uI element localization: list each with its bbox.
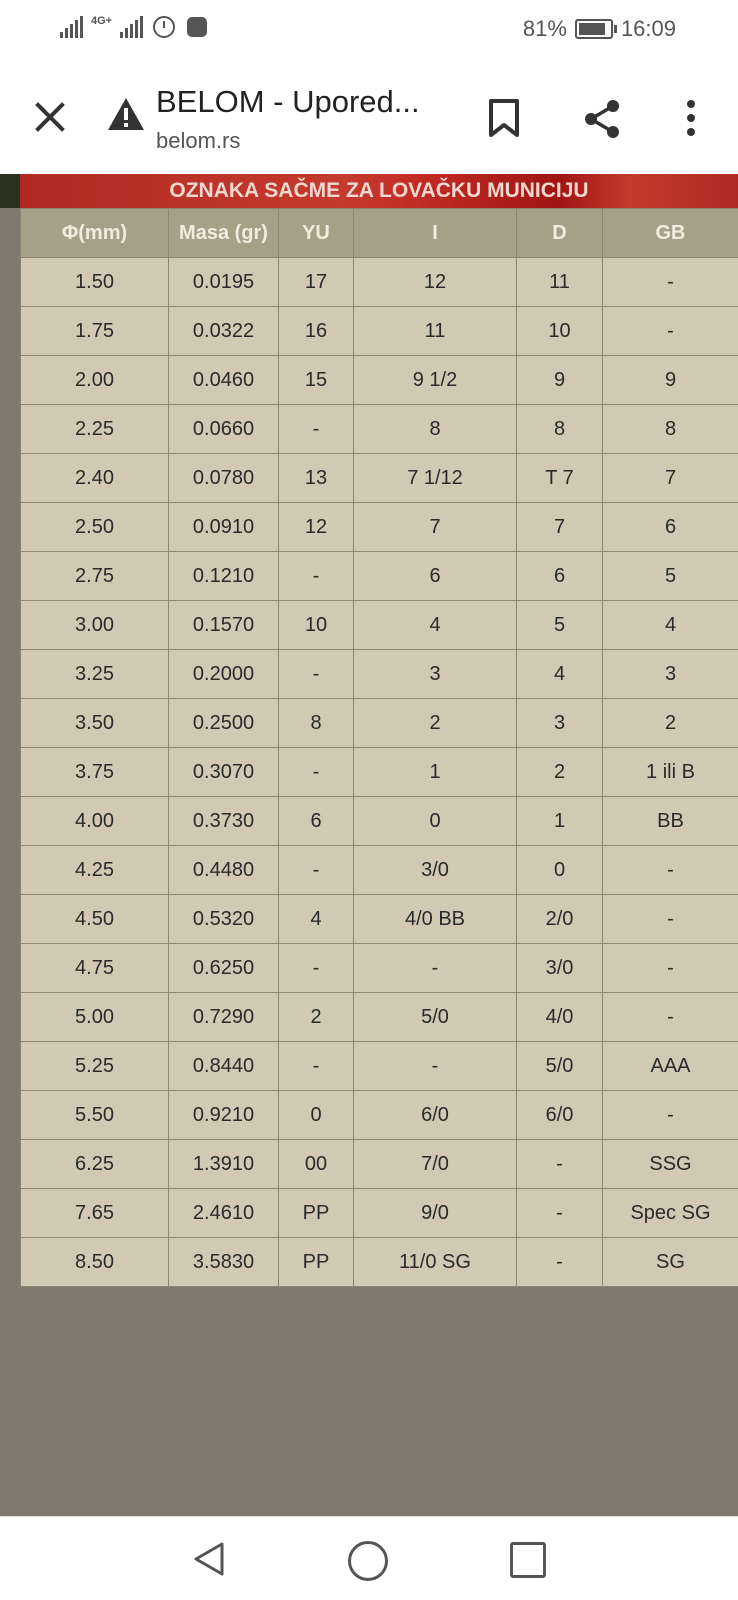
back-icon[interactable]	[192, 1541, 226, 1582]
table-cell: -	[354, 944, 517, 993]
table-cell: 15	[279, 356, 354, 405]
table-cell: T 7	[517, 454, 603, 503]
table-cell: 0.0910	[169, 503, 279, 552]
table-cell: 2.00	[21, 356, 169, 405]
table-cell: 0.6250	[169, 944, 279, 993]
table-cell: 11	[354, 307, 517, 356]
table-cell: 4	[354, 601, 517, 650]
signal-icon-2	[120, 16, 143, 38]
table-cell: -	[354, 1042, 517, 1091]
table-row	[21, 797, 738, 846]
page-title: BELOM - Upored...	[156, 84, 420, 120]
table-cell: 0	[279, 1091, 354, 1140]
table-cell: 0.0195	[169, 258, 279, 307]
table-cell: 00	[279, 1140, 354, 1189]
table-cell: 2	[603, 699, 738, 748]
table-cell: 3	[603, 650, 738, 699]
table-cell: 4	[603, 601, 738, 650]
table-cell: 1.50	[21, 258, 169, 307]
table-cell: 12	[279, 503, 354, 552]
table-cell: -	[279, 650, 354, 699]
table-cell: 1	[354, 748, 517, 797]
table-cell: 2.75	[21, 552, 169, 601]
table-cell: 8.50	[21, 1238, 169, 1287]
table-cell: 0.8440	[169, 1042, 279, 1091]
table-cell: -	[603, 1091, 738, 1140]
page-content	[0, 174, 738, 1516]
table-cell: 0.3730	[169, 797, 279, 846]
table-row	[21, 356, 738, 405]
table-cell: 0.4480	[169, 846, 279, 895]
table-cell: 8	[279, 699, 354, 748]
table-cell: 2	[279, 993, 354, 1042]
table-cell: 4/0 BB	[354, 895, 517, 944]
table-cell: -	[603, 895, 738, 944]
table-cell: 5.25	[21, 1042, 169, 1091]
shot-size-table	[20, 208, 738, 1287]
table-cell: 16	[279, 307, 354, 356]
table-cell: AAA	[603, 1042, 738, 1091]
warning-icon[interactable]	[106, 96, 146, 132]
table-cell: 11	[517, 258, 603, 307]
status-icons-right	[523, 16, 676, 42]
table-row	[21, 650, 738, 699]
browser-toolbar	[0, 62, 738, 174]
table-cell: 3.75	[21, 748, 169, 797]
table-cell: 1	[517, 797, 603, 846]
column-header: Masa (gr)	[169, 209, 279, 258]
table-row	[21, 601, 738, 650]
table-cell: 6/0	[517, 1091, 603, 1140]
table-cell: 3	[354, 650, 517, 699]
table-cell: -	[279, 944, 354, 993]
table-cell: SG	[603, 1238, 738, 1287]
table-cell: -	[603, 944, 738, 993]
table-cell: 8	[354, 405, 517, 454]
alarm-icon	[153, 16, 175, 38]
table-cell: 4	[517, 650, 603, 699]
table-cell: 3/0	[517, 944, 603, 993]
table-row	[21, 1042, 738, 1091]
table-cell: 3.50	[21, 699, 169, 748]
network-type-label: 4G+	[91, 16, 112, 26]
table-cell: 0	[354, 797, 517, 846]
table-cell: -	[517, 1238, 603, 1287]
table-cell: 17	[279, 258, 354, 307]
close-icon[interactable]	[28, 96, 70, 138]
table-cell: BB	[603, 797, 738, 846]
table-row	[21, 405, 738, 454]
table-cell: PP	[279, 1238, 354, 1287]
table-cell: 4	[279, 895, 354, 944]
table-cell: 9 1/2	[354, 356, 517, 405]
share-icon[interactable]	[582, 98, 622, 140]
table-cell: 0.9210	[169, 1091, 279, 1140]
table-cell: 12	[354, 258, 517, 307]
table-cell: 5.50	[21, 1091, 169, 1140]
table-cell: 5/0	[517, 1042, 603, 1091]
battery-icon	[575, 19, 613, 39]
table-cell: SSG	[603, 1140, 738, 1189]
table-cell: -	[279, 846, 354, 895]
table-cell: 9	[603, 356, 738, 405]
table-cell: 2.4610	[169, 1189, 279, 1238]
table-cell: 3.5830	[169, 1238, 279, 1287]
table-cell: 2/0	[517, 895, 603, 944]
table-cell: -	[279, 552, 354, 601]
table-cell: 5/0	[354, 993, 517, 1042]
more-options-icon[interactable]	[676, 98, 706, 138]
table-cell: 0	[517, 846, 603, 895]
table-cell: 9/0	[354, 1189, 517, 1238]
table-cell: 5	[603, 552, 738, 601]
table-banner: OZNAKA SAČME ZA LOVAČKU MUNICIJU	[20, 174, 738, 208]
table-cell: 2.25	[21, 405, 169, 454]
status-icons-left	[60, 16, 207, 38]
table-cell: 7 1/12	[354, 454, 517, 503]
table-cell: 3.25	[21, 650, 169, 699]
table-cell: -	[603, 307, 738, 356]
table-cell: 5.00	[21, 993, 169, 1042]
table-cell: 11/0 SG	[354, 1238, 517, 1287]
column-header: D	[517, 209, 603, 258]
table-cell: 5	[517, 601, 603, 650]
table-cell: 7	[354, 503, 517, 552]
table-cell: 0.7290	[169, 993, 279, 1042]
table-header-row	[21, 209, 738, 258]
table-cell: 0.1210	[169, 552, 279, 601]
column-header: YU	[279, 209, 354, 258]
home-icon[interactable]	[348, 1541, 388, 1581]
table-row	[21, 258, 738, 307]
table-row	[21, 1238, 738, 1287]
table-cell: 0.0322	[169, 307, 279, 356]
table-cell: 7	[603, 454, 738, 503]
table-cell: 6	[517, 552, 603, 601]
table-cell: -	[279, 1042, 354, 1091]
table-cell: -	[279, 748, 354, 797]
table-cell: 3/0	[354, 846, 517, 895]
table-cell: 13	[279, 454, 354, 503]
table-cell: 6.25	[21, 1140, 169, 1189]
table-cell: -	[279, 405, 354, 454]
battery-percent: 81%	[523, 16, 567, 42]
table-cell: 1 ili B	[603, 748, 738, 797]
table-cell: 2.50	[21, 503, 169, 552]
table-cell: 8	[603, 405, 738, 454]
table-cell: 8	[517, 405, 603, 454]
table-cell: 4.25	[21, 846, 169, 895]
recent-apps-icon[interactable]	[510, 1542, 546, 1578]
table-cell: 4.50	[21, 895, 169, 944]
status-bar	[0, 0, 738, 62]
table-row	[21, 454, 738, 503]
table-row	[21, 748, 738, 797]
table-cell: -	[603, 846, 738, 895]
table-cell: 3	[517, 699, 603, 748]
signal-icon	[60, 16, 83, 38]
table-cell: 4.75	[21, 944, 169, 993]
table-row	[21, 1091, 738, 1140]
table-cell: 0.0660	[169, 405, 279, 454]
table-cell: 10	[517, 307, 603, 356]
table-cell: Spec SG	[603, 1189, 738, 1238]
table-cell: 7.65	[21, 1189, 169, 1238]
column-header: I	[354, 209, 517, 258]
table-cell: 7/0	[354, 1140, 517, 1189]
table-cell: -	[517, 1189, 603, 1238]
table-row	[21, 552, 738, 601]
table-cell: -	[517, 1140, 603, 1189]
table-cell: 0.2000	[169, 650, 279, 699]
table-cell: 0.2500	[169, 699, 279, 748]
table-cell: 10	[279, 601, 354, 650]
clock: 16:09	[621, 16, 676, 42]
table-cell: -	[603, 993, 738, 1042]
column-header: Φ(mm)	[21, 209, 169, 258]
table-row	[21, 846, 738, 895]
table-cell: -	[603, 258, 738, 307]
table-cell: 0.0780	[169, 454, 279, 503]
table-cell: 7	[517, 503, 603, 552]
table-cell: 0.1570	[169, 601, 279, 650]
table-cell: 6	[354, 552, 517, 601]
column-header: GB	[603, 209, 738, 258]
table-cell: 0.3070	[169, 748, 279, 797]
page-edge-strip	[0, 174, 20, 208]
table-cell: 4/0	[517, 993, 603, 1042]
table-cell: 1.75	[21, 307, 169, 356]
table-cell: 2.40	[21, 454, 169, 503]
table-cell: 2	[517, 748, 603, 797]
table-cell: 9	[517, 356, 603, 405]
table-row	[21, 993, 738, 1042]
table-cell: 4.00	[21, 797, 169, 846]
table-row	[21, 895, 738, 944]
table-cell: 3.00	[21, 601, 169, 650]
table-cell: 0.0460	[169, 356, 279, 405]
table-row	[21, 944, 738, 993]
table-cell: 6	[279, 797, 354, 846]
bookmark-icon[interactable]	[488, 98, 520, 138]
table-cell: 6/0	[354, 1091, 517, 1140]
table-row	[21, 307, 738, 356]
table-cell: 2	[354, 699, 517, 748]
system-nav-bar	[0, 1516, 738, 1600]
table-row	[21, 1189, 738, 1238]
table-row	[21, 699, 738, 748]
table-row	[21, 1140, 738, 1189]
page-url[interactable]: belom.rs	[156, 128, 240, 154]
notification-app-icon	[187, 17, 207, 37]
table-cell: 1.3910	[169, 1140, 279, 1189]
table-body	[21, 258, 738, 1287]
table-cell: 6	[603, 503, 738, 552]
table-row	[21, 503, 738, 552]
table-cell: PP	[279, 1189, 354, 1238]
table-cell: 0.5320	[169, 895, 279, 944]
